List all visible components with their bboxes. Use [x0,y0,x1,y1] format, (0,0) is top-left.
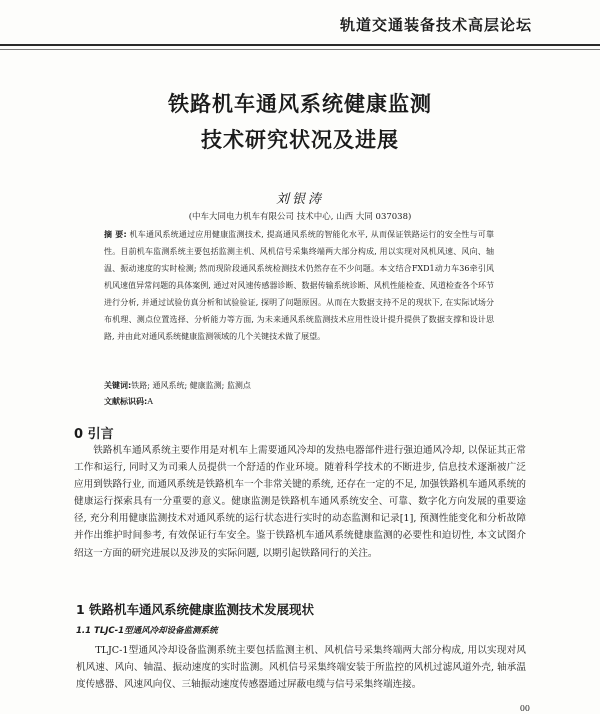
page-number: 00 [519,704,530,713]
section-1-1-paragraph: TLJC-1型通风冷却设备监测系统主要包括监测主机、风机信号采集终端两大部分构成, 用以实现对风机风速、风向、轴温、振动速度的实时监测。风机信号采集终端安装于所监控的风机过滤风道外壳, 轴承温度传感器、风速风向仪、三轴振动速度传感器通过屏蔽电缆与信号采集终端连接。 [76,645,526,691]
keywords-text: 铁路; 通风系统; 健康监测; 监测点 [131,381,251,390]
keywords [104,380,251,391]
doc-code-label: 文献标识码: [104,397,148,406]
doc-code [104,396,153,407]
keywords-label: 关键词: [104,381,132,390]
abstract-label: 摘 要: [104,230,127,239]
abstract [104,226,494,345]
journal-title: 轨道交通装备技术高层论坛 [339,16,532,34]
section-1-heading: 1 铁路机车通风系统健康监测技术发展现状 [76,602,315,617]
section-1-1-body [76,642,526,693]
abstract-text: 机车通风系统通过应用健康监测技术, 提高通风系统的智能化水平, 从而保证铁路运行的安全性与可靠性。目前机车监测系统主要包括监测主机、风机信号采集终端两大部分构成, 用以实现对风机风速、风向、轴温、振动速度的实时检测; 然而现阶段通风系统检测技术仍然存在不少问题。本文结合FXD1动力车36牵引风机风速值异常问题的具体案例, 通过对风速传感器诊断、数据传输系统诊断、风机性能检查、风道检查各个环节进行分析, 并通过试验仿真分析和试验验证, 探明了问题原因。从而在大数据支持不足的现状下, 在实际试场分布机理、测点位置选择、分析能力等方面, 为未来通风系统监测技术应用性设计提升提供了数据支撑和设计思路, 并由此对通风系统健康监测领域的几个关键技术做了展望。 [104,230,495,341]
article-title-line1: 铁路机车通风系统健康监测 [168,92,432,116]
author-affiliation: (中车大同电力机车有限公司 技术中心, 山西 大同 037038) [188,212,412,222]
running-header [0,0,600,46]
author-name: 刘银涛 [275,192,324,207]
section-0-paragraph: 铁路机车通风系统主要作用是对机车上需要通风冷却的发热电器部件进行强迫通风冷却, 以保证其正常工作和运行, 同时又为司乘人员提供一个舒适的作业环境。随着科学技术的不断进步, 信息技术逐渐被广泛应用到铁路行业, 而通风系统是铁路机车一个非常关键的系统, 还存在一定的不足, 加强铁路机车通风系统的健康运行探索具有一分重要的意义。健康监测是铁路机车通风系统安全、可靠、数字化方向发展的重要途径, 充分利用健康监测技术对通风系统的运行状态进行实时的动态监测和记录[1], 预测性能变化和分析故障并作出维护时间参考, 有效保证行车安全。鉴于铁路机车通风系统健康监测的必要性和迫切性, 本文试图介绍这一方面的研究进展以及涉及的实际问题, 以期引起铁路同行的关注。 [74,445,526,559]
doc-code-value: A [147,397,153,406]
section-1-1-heading: 1.1 TLJC-1型通风冷却设备监测系统 [76,626,218,636]
article-title-line2: 技术研究状况及进展 [201,128,399,152]
section-0-body [74,442,526,562]
section-0-heading: 0 引言 [74,427,114,442]
